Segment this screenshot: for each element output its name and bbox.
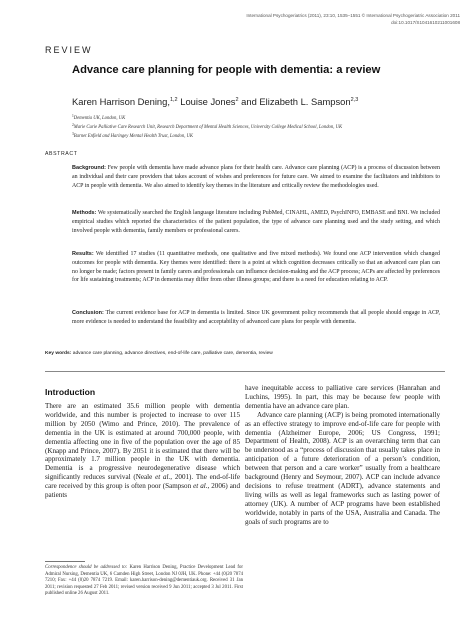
body-column-right [245,384,440,527]
abstract-lead: Conclusion: [72,310,104,316]
body-paragraph [45,402,240,500]
abstract-lead: Background: [72,165,106,171]
abstract-results [72,250,440,285]
abstract-methods [72,209,440,235]
affiliation [72,131,452,140]
author-affil-mark: 2 [235,97,239,103]
affiliation [72,113,452,122]
section-divider [45,371,445,372]
abstract-lead: Methods: [72,210,97,216]
abstract-conclusion [72,309,440,327]
section-label: REVIEW [45,45,93,55]
affiliation-text: Barnet Enfield and Haringey Mental Health Trust, London, UK [73,134,194,139]
doi: doi:10.1017/S1041610211001608 [391,20,460,25]
body-text: have inequitable access to palliative care services (Hanrahan and Luchins, 1995). In part, this may be because few people with dementia have an advance care plan. [245,384,440,410]
abstract-text: We systematically searched the English language literature including PubMed, CINAHL, AMED, PsychINFO, EMBASE and BNI. We included empirical studies which reported the characteristics of the patient population, the type of advance care planning used and the study setting, and which involved people with dementia, family members or professional carers. [72,210,440,234]
body-paragraph [245,384,440,411]
abstract-heading: ABSTRACT [45,151,78,157]
body-text-italic: et al. [155,473,171,482]
author-affil-mark: 2,3 [350,97,359,103]
body-text: , 2006) and patients [45,482,240,500]
affiliation-text: Dementia UK, London, UK [73,116,126,121]
body-text: There are an estimated 35.6 million people with dementia worldwide, and this number is projected to increase to over 115 million by 2050 (Wimo and Prince, 2010). The prevalence of dementia in the UK is estimated at around 700,000 people, with dementia affecting one in five of the population over the age of 85 (Knapp and Prince, 2007). By 2051 it is estimated that there will be approximately 1.7 million people in the UK with dementia. Dementia is a progressive neurodegenerative disease which significantly reduces survival (Neale [45,402,240,482]
keywords-text: advance care planning, advance directives, end-of-life care, palliative care, dementia, review [71,351,273,356]
body-text: Advance care planning (ACP) is being promoted internationally as an effective strategy to improve end-of-life care for people with dementia (Alzheimer Europe, 2006; US Congress, 1991; Department of Health, 2008). ACP is an overarching term that can be understood as a “process of discussion that usually takes place in anticipation of a future deterioration of a person’s condition, between that person and a care worker” usually from a healthcare background (Henry and Seymour, 2007). ACP can include advance decisions to refuse treatment (ADRT), advance statements and living wills as well as legal frameworks such as lasting power of attorney (UK). A number of ACP programs have been established worldwide, notably in parts of the USA, Australia and Canada. The goals of such programs are to [245,410,440,526]
author-list [72,96,358,107]
keywords-label: Key words: [45,351,72,356]
abstract-text: We identified 17 studies (11 quantitative methods, one qualitative and five mixed methods). We found one ACP intervention which changed outcomes for people with dementia. Key themes were identified: there is a point at which cognition decreases critically so that an advanced care plan can no longer be made; factors present in family carers and professionals can influence decision-making and the ACP process; ACPs are affected by preferences for life sustaining treatments; ACP in dementia may differ from other illness groups; and there is a need for education relating to ACP. [72,251,440,284]
footnote-text: Karen Harrison Dening, Practice Development Lead for Admiral Nursing, Dementia UK, 6 Camden High Street, London NJ 0JH, UK. Phone: +44 (0)20 7874 7210; Fax: +44 (0)20 7874 7219. Email: karen.harrison-dening@dementiauk.org. Received 31 Jan 2011; revision requested 27 Feb 2011; revised version received 9 Jun 2011; accepted 3 Jul 2011. First published online 26 August 2011. [45,565,244,597]
affiliation-text: Marie Curie Palliative Care Research Unit, Research Department of Mental Health Sciences, University College Medical School, London, UK [73,125,343,130]
footnote-divider [45,561,85,562]
affiliation-mark: 2 [72,123,74,127]
body-text-italic: et al. [193,482,208,491]
body-text: , 2001). The end-of-life care received by this group is often poor (Sampson [45,473,240,491]
body-column-left [45,402,240,500]
abstract-background [72,164,440,190]
footnote-label: Correspondence should be addressed to: [45,565,128,570]
introduction-heading: Introduction [45,387,96,397]
author-name: Louise Jones [177,96,236,107]
affiliation [72,122,452,131]
journal-citation: International Psychogeriatrics (2011), 23:10, 1535–1551 © International Psychogeriatric Association 2011 [246,13,460,18]
journal-reference [140,12,460,26]
correspondence-footnote [45,565,243,598]
article-title: Advance care planning for people with dementia: a review [72,64,381,76]
affiliations [72,113,452,140]
author-name: Karen Harrison Dening, [72,96,170,107]
abstract-text: Few people with dementia have made advance plans for their health care. Advance care planning (ACP) is a process of discussion between an individual and their care providers that takes account of wishes and preferences for future care. We aimed to examine the facilitators and inhibitors to ACP in people with dementia. We also aimed to identify key themes in the literature and critically review the methodologies used. [72,165,440,189]
affiliation-mark: 3 [72,132,74,136]
abstract-text: The current evidence base for ACP in dementia is limited. Since UK government policy recommends that all people should engage in ACP, more evidence is needed to understand the feasibility and acceptability of advanced care plans for people with dementia. [72,310,440,325]
author-name: and Elizabeth L. Sampson [238,96,351,107]
keywords [45,351,445,356]
affiliation-mark: 1 [72,114,74,118]
abstract-lead: Results: [72,251,94,257]
author-affil-mark: 1,2 [169,97,178,103]
body-paragraph [245,411,440,527]
